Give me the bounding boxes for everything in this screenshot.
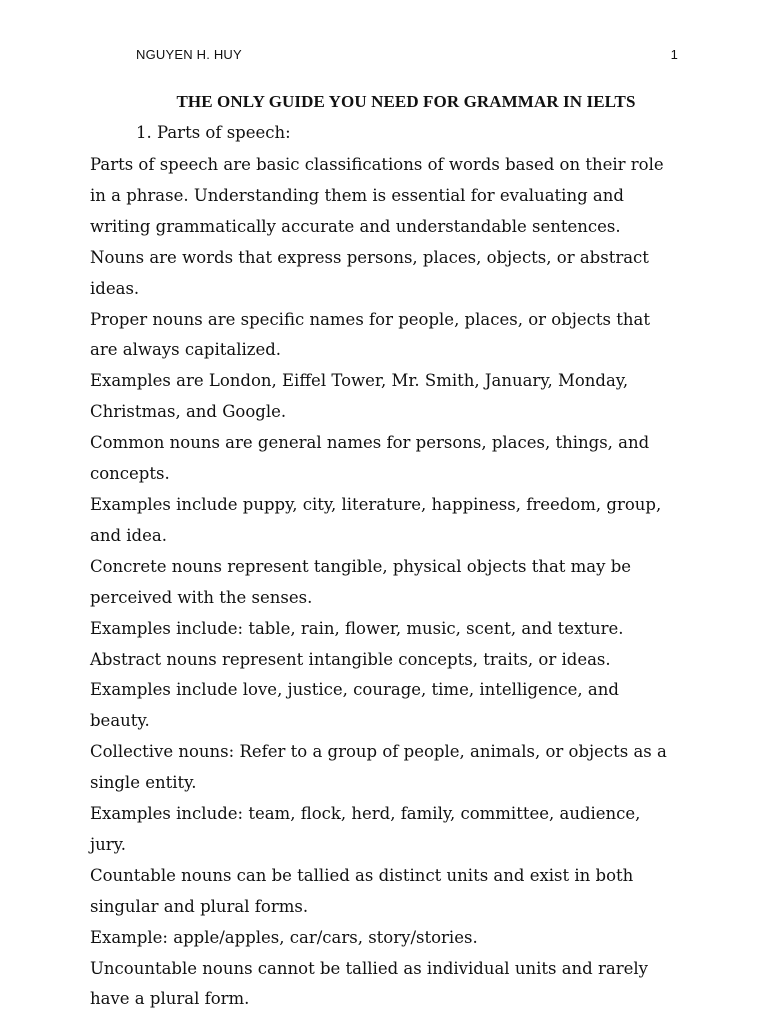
author-name: NGUYEN H. HUY <box>136 47 242 62</box>
paragraph: Collective nouns: Refer to a group of people, animals, or objects as a single entity. <box>90 742 667 793</box>
paragraph: Nouns are words that express persons, places, objects, or abstract ideas. <box>90 247 649 298</box>
document-title: THE ONLY GUIDE YOU NEED FOR GRAMMAR IN IELTS <box>176 92 636 111</box>
body-text <box>90 150 680 1015</box>
paragraph: Examples include puppy, city, literature, happiness, freedom, group, and idea. <box>90 494 662 545</box>
paragraph: Abstract nouns represent intangible concepts, traits, or ideas. <box>90 649 611 669</box>
paragraph: Parts of speech are basic classifications of words based on their role in a phrase. Understanding them is essential for evaluating and writing grammatically accurate and understandable sentences. <box>90 155 664 236</box>
paragraph: Countable nouns can be tallied as distinct units and exist in both singular and plural forms. <box>90 865 634 916</box>
paragraph: Proper nouns are specific names for people, places, or objects that are always capitalized. <box>90 309 650 360</box>
paragraph: Uncountable nouns cannot be tallied as individual units and rarely have a plural form. <box>90 958 648 1009</box>
paragraph: Examples include: team, flock, herd, family, committee, audience, jury. <box>90 804 641 854</box>
paragraph: Example: apple/apples, car/cars, story/stories. <box>90 927 478 947</box>
paragraph: Examples are London, Eiffel Tower, Mr. Smith, January, Monday, Christmas, and Google. <box>90 371 629 422</box>
section-heading: 1. Parts of speech: <box>136 123 291 142</box>
paragraph: Examples include love, justice, courage, time, intelligence, and beauty. <box>90 680 619 731</box>
paragraph: Common nouns are general names for persons, places, things, and concepts. <box>90 433 650 484</box>
paragraph: Examples include: table, rain, flower, music, scent, and texture. <box>90 618 624 638</box>
paragraph: Concrete nouns represent tangible, physical objects that may be perceived with the senses. <box>90 556 632 607</box>
page-number: 1 <box>670 47 678 62</box>
